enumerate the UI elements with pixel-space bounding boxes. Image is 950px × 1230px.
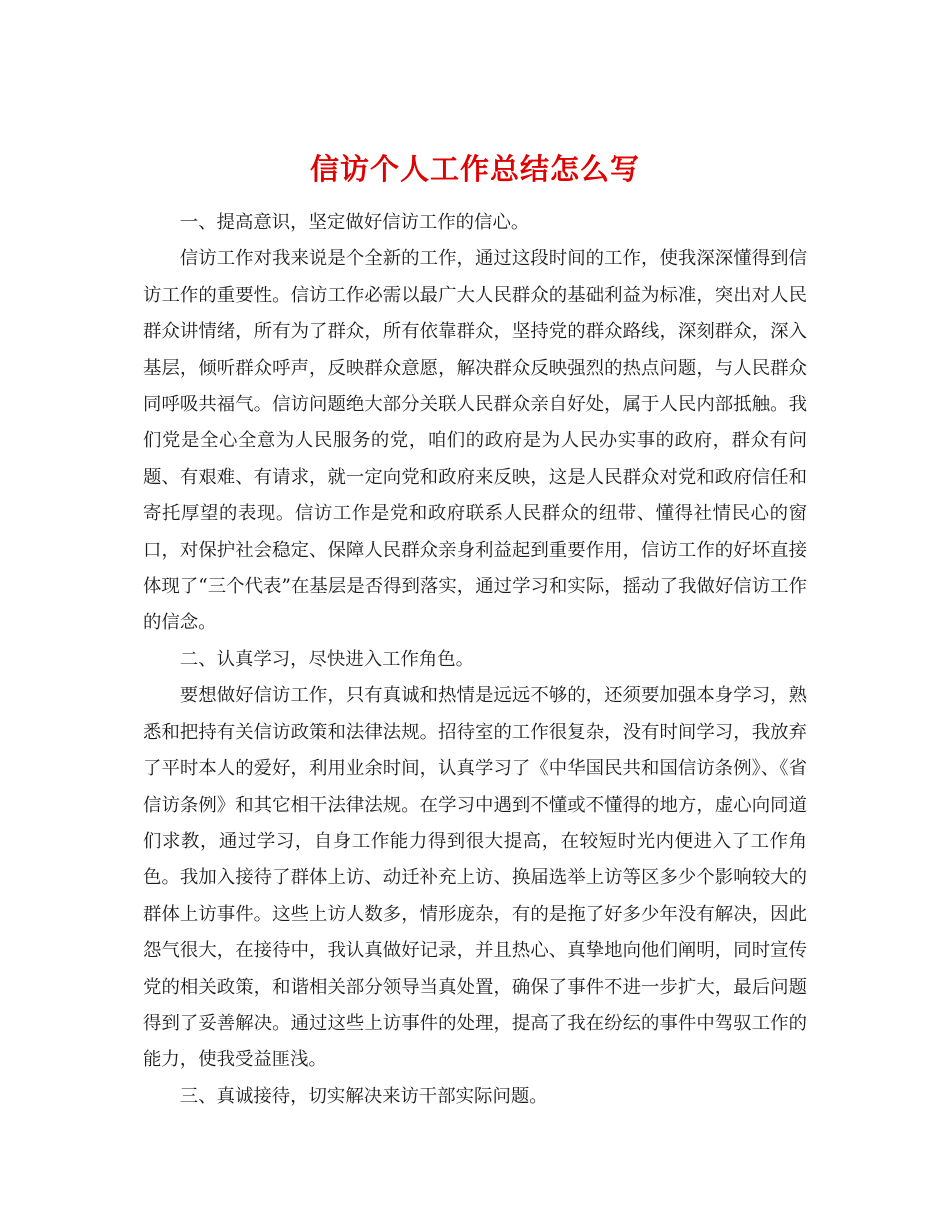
- section-heading-2: 二、认真学习，尽快进入工作角色。: [179, 648, 475, 670]
- section-heading-3: 三、真诚接待，切实解决来访干部实际问题。: [179, 1085, 548, 1107]
- document-body: [143, 205, 807, 1115]
- paragraph-1: 信访工作对我来说是个全新的工作，通过这段时间的工作，使我深深懂得到信访工作的重要性。信访工作必需以最广大人民群众的基础利益为标准，突出对人民群众讲情绪，所有为了群众，所有依靠群众，坚持党的群众路线，深刻群众，深入基层，倾听群众呼声，反映群众意愿，解决群众反映强烈的热点问题，与人民群众同呼吸共福气。信访问题绝大部分关联人民群众亲自好处，属于人民内部抵触。我们党是全心全意为人民服务的党，咱们的政府是为人民办实事的政府，群众有问题、有艰难、有请求，就一定向党和政府来反映，这是人民群众对党和政府信任和寄托厚望的表现。信访工作是党和政府联系人民群众的纽带、懂得社情民心的窗口，对保护社会稳定、保障人民群众亲身利益起到重要作用，信访工作的好坏直接体现了“三个代表”在基层是否得到落实，通过学习和实际，摇动了我做好信访工作的信念。: [143, 248, 807, 634]
- paragraph-2: 要想做好信访工作，只有真诚和热情是远远不够的，还须要加强本身学习，熟悉和把持有关信访政策和法律法规。招待室的工作很复杂，没有时间学习，我放弃了平时本人的爱好，利用业余时间，认真学习了《中华国民共和国信访条例》、《省信访条例》和其它相干法律法规。在学习中遇到不懂或不懂得的地方，虚心向同道们求教，通过学习，自身工作能力得到很大提高，在较短时光内便进入了工作角色。我加入接待了群体上访、动迁补充上访、换届选举上访等区多少个影响较大的群体上访事件。这些上访人数多，情形庞杂，有的是拖了好多少年没有解决，因此怨气很大，在接待中，我认真做好记录，并且热心、真挚地向他们阐明，同时宣传党的相关政策，和谐相关部分领导当真处置，确保了事件不进一步扩大，最后问题得到了妥善解决。通过这些上访事件的处理，提高了我在纷纭的事件中驾驭工作的能力，使我受益匪浅。: [143, 685, 807, 1071]
- document-title: 信访个人工作总结怎么写: [309, 152, 640, 187]
- section-heading-1: 一、提高意识，坚定做好信访工作的信心。: [179, 212, 530, 233]
